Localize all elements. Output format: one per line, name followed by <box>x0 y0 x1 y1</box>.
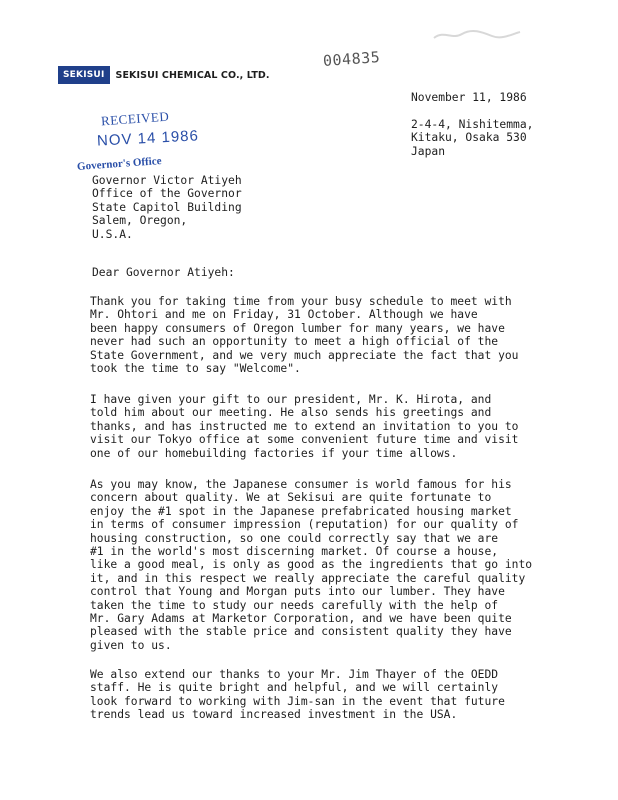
body-line: Mr. Gary Adams at Marketor Corporation, and we have been quite <box>90 612 512 626</box>
received-stamp-label: RECEIVED <box>100 108 170 129</box>
body-line: never had such an opportunity to meet a high official of the <box>90 335 499 349</box>
sender-address <box>411 118 533 158</box>
body-line: housing construction, so one could correctly say that we are <box>90 531 499 545</box>
paragraph-1 <box>90 295 560 375</box>
body-line: in terms of consumer impression (reputation) for our quality of <box>90 518 519 532</box>
letter-date: November 11, 1986 <box>411 91 527 104</box>
body-line: told him about our meeting. He also sends his greetings and <box>90 406 492 420</box>
recipient-line: Salem, Oregon, <box>92 214 188 228</box>
body-line: Thank you for taking time from your busy schedule to meet with <box>90 295 512 308</box>
body-line: pleased with the stable price and consistent quality they have <box>90 625 512 639</box>
body-line: took the time to say "Welcome". <box>90 362 301 376</box>
body-line: control that Young and Morgan puts into our lumber. They have <box>90 585 505 599</box>
body-line: As you may know, the Japanese consumer is world famous for his <box>90 478 512 491</box>
body-line: taken the time to study our needs carefully with the help of <box>90 598 499 612</box>
document-number: 004835 <box>322 48 381 70</box>
body-line: visit our Tokyo office at some convenient future time and visit <box>90 433 519 447</box>
body-line: concern about quality. We at Sekisui are quite fortunate to <box>90 491 492 505</box>
body-line: I have given your gift to our president, Mr. K. Hirota, and <box>90 393 492 406</box>
body-line: one of our homebuilding factories if your time allows. <box>90 446 458 460</box>
company-name: SEKISUI CHEMICAL CO., LTD. <box>115 69 270 81</box>
body-line: thanks, and has instructed me to extend an invitation to you to <box>90 419 519 433</box>
body-line: look forward to working with Jim-san in the event that future <box>90 694 505 708</box>
paragraph-2 <box>90 393 560 460</box>
body-line: it, and in this respect we really appreciate the careful quality <box>90 571 526 585</box>
sender-address-line: Japan <box>411 144 446 158</box>
body-line: trends lead us toward increased investment in the USA. <box>90 708 458 722</box>
body-line: State Government, and we very much appreciate the fact that you <box>90 348 519 362</box>
body-line: staff. He is quite bright and helpful, and we will certainly <box>90 681 499 695</box>
received-stamp-office: Governor's Office <box>76 155 162 173</box>
recipient-line: U.S.A. <box>92 227 133 241</box>
body-line: Mr. Ohtori and me on Friday, 31 October. Although we have <box>90 308 478 322</box>
faint-scribble-mark <box>432 28 522 42</box>
salutation: Dear Governor Atiyeh: <box>92 266 235 279</box>
letterhead <box>58 66 270 84</box>
recipient-line: State Capitol Building <box>92 200 242 214</box>
body-line: like a good meal, is only as good as the ingredients that go into <box>90 558 533 572</box>
body-line: #1 in the world's most discerning market. Of course a house, <box>90 545 499 559</box>
company-logo: SEKISUI <box>58 66 110 84</box>
paragraph-3 <box>90 478 560 652</box>
body-line: enjoy the #1 spot in the Japanese prefabricated housing market <box>90 504 512 518</box>
sender-address-line: 2-4-4, Nishitemma, <box>411 118 534 131</box>
body-line: been happy consumers of Oregon lumber for many years, we have <box>90 321 505 335</box>
body-line: given to us. <box>90 638 172 652</box>
body-line: We also extend our thanks to your Mr. Jim Thayer of the OEDD <box>90 668 499 681</box>
recipient-address <box>92 174 242 241</box>
received-stamp-date: NOV 14 1986 <box>96 127 200 150</box>
recipient-line: Governor Victor Atiyeh <box>92 174 242 187</box>
recipient-line: Office of the Governor <box>92 187 242 201</box>
sender-address-line: Kitaku, Osaka 530 <box>411 131 527 145</box>
paragraph-4 <box>90 668 560 722</box>
